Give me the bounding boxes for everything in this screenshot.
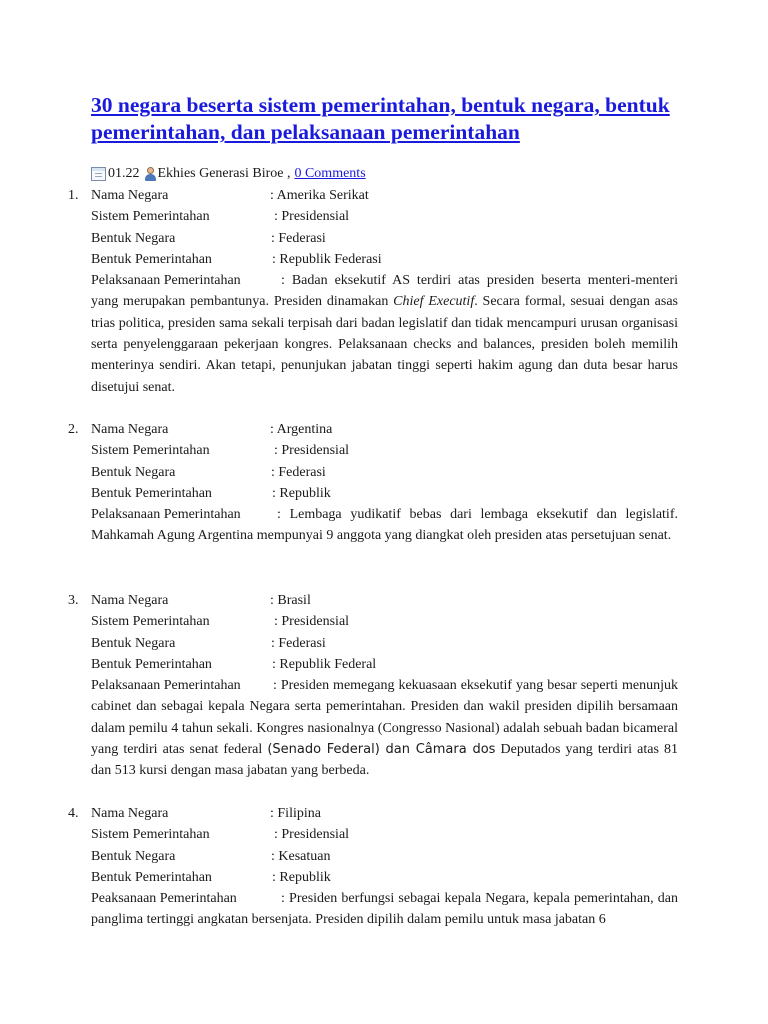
field-row: [91, 803, 768, 824]
field-label: Bentuk Negara: [91, 230, 176, 246]
field-row: [91, 611, 768, 632]
field-label: Bentuk Negara: [91, 848, 176, 864]
article-title-link[interactable]: 30 negara beserta sistem pemerintahan, bentuk negara, bentuk pemerintahan, dan pelaksanaan pemerintahan: [91, 93, 670, 144]
implementation-text: . Secara formal, sesuai dengan asas trias politica, presiden sama sekali terpisah dari badan legislatif dan tidak mencampuri urusan organisasi serta penyelenggaraan pekerjaan kongres. Pelaksanaan checks and balances, presiden boleh memilih menterinya sendiri. Akan tetapi, penunjukan jabatan tinggi seperti hakim agung dan duta besar harus disetujui senat.: [91, 294, 679, 395]
field-row: [91, 419, 768, 440]
field-value: : Republik Federal: [272, 656, 377, 672]
field-label: Nama Negara: [91, 593, 169, 608]
implementation-paragraph: [91, 270, 678, 398]
comments-link[interactable]: 0 Comments: [294, 166, 366, 181]
field-value: : Federasi: [271, 230, 326, 246]
implementation-text: Deputados yang terdiri atas 81 dan 513 kursi dengan masa jabatan yang berbeda.: [91, 742, 679, 779]
field-row: [91, 654, 768, 675]
field-value: : Filipina: [270, 806, 321, 821]
field-label: Nama Negara: [91, 806, 169, 821]
implementation-text-sans: (Senado Federal) dan Câmara dos: [267, 742, 496, 758]
field-label: Pelaksanaan Pemerintahan: [91, 273, 241, 289]
field-row: [91, 824, 768, 845]
field-row: [91, 483, 768, 504]
field-value: : Argentina: [270, 422, 333, 437]
field-label: Nama Negara: [91, 188, 169, 203]
implementation-emphasis: Chief Executif: [393, 294, 475, 310]
field-label: Bentuk Negara: [91, 635, 176, 651]
implementation-paragraph: [91, 504, 678, 547]
field-value: : Amerika Serikat: [270, 188, 369, 203]
field-value: : Brasil: [270, 593, 311, 608]
field-value: : Republik Federasi: [272, 251, 382, 267]
implementation-paragraph: [91, 888, 678, 931]
field-row: [91, 185, 768, 206]
field-label: Bentuk Pemerintahan: [91, 869, 212, 885]
implementation-text: : Presiden memegang kekuasaan eksekutif yang besar seperti menunjuk cabinet dan sebagai kepala Negara serta pemerintahan. Presiden dan wakil presiden dipilih bersamaan dalam pemilu 4 tahun sekali. Kongres nasionalnya (Congresso Nasional) adalah sebuah badan bicameral yang terdiri atas senat federal: [91, 678, 678, 758]
field-label: Sistem Pemerintahan: [91, 209, 210, 225]
post-meta: [91, 164, 366, 184]
field-label: Pelaksanaan Pemerintahan: [91, 678, 241, 694]
field-label: Peaksanaan Pemerintahan: [91, 891, 237, 907]
calendar-icon: [91, 167, 106, 181]
implementation-text: : Badan eksekutif AS terdiri atas presiden beserta menteri-menteri yang merupakan pembantunya. Presiden dinamakan: [91, 273, 678, 310]
field-value: : Republik: [272, 869, 331, 885]
entry-number: 3.: [68, 593, 79, 608]
field-value: : Presidensial: [274, 614, 350, 630]
entry-number: 2.: [68, 422, 79, 437]
post-author: Ekhies Generasi Biroe ,: [157, 166, 291, 181]
field-row: [91, 440, 768, 461]
field-label: Nama Negara: [91, 422, 169, 437]
field-value: : Federasi: [271, 464, 326, 480]
implementation-text: : Lembaga yudikatif bebas dari lembaga eksekutif dan legislatif. Mahkamah Agung Argentina mempunyai 9 anggota yang diangkat oleh presiden atas persetujuan senat.: [91, 507, 678, 544]
field-row: [91, 249, 768, 270]
field-label: Sistem Pemerintahan: [91, 443, 210, 459]
country-entry: [0, 419, 768, 547]
field-label: Bentuk Negara: [91, 464, 176, 480]
field-value: : Presidensial: [274, 209, 350, 225]
country-entry: [0, 803, 768, 931]
implementation-paragraph: [91, 675, 678, 781]
entry-number: 4.: [68, 806, 79, 821]
field-label: Bentuk Pemerintahan: [91, 485, 212, 501]
user-icon: [144, 167, 157, 181]
country-entry: [0, 185, 768, 398]
post-time: 01.22: [108, 166, 140, 181]
field-value: : Presidensial: [274, 827, 350, 843]
field-value: : Federasi: [271, 635, 326, 651]
field-row: [91, 228, 768, 249]
field-row: [91, 462, 768, 483]
field-label: Bentuk Pemerintahan: [91, 251, 212, 267]
field-value: : Republik: [272, 485, 331, 501]
entry-number: 1.: [68, 188, 79, 203]
field-label: Pelaksanaan Pemerintahan: [91, 507, 241, 523]
implementation-text: : Presiden berfungsi sebagai kepala Negara, kepala pemerintahan, dan panglima tertinggi angkatan bersenjata. Presiden dipilih dalam pemilu untuk masa jabatan 6: [91, 891, 678, 928]
field-row: [91, 206, 768, 227]
field-value: : Kesatuan: [271, 848, 331, 864]
field-row: [91, 867, 768, 888]
field-label: Sistem Pemerintahan: [91, 614, 210, 630]
country-entry: [0, 590, 768, 782]
field-label: Bentuk Pemerintahan: [91, 656, 212, 672]
field-row: [91, 633, 768, 654]
field-row: [91, 846, 768, 867]
field-label: Sistem Pemerintahan: [91, 827, 210, 843]
field-value: : Presidensial: [274, 443, 350, 459]
field-row: [91, 590, 768, 611]
